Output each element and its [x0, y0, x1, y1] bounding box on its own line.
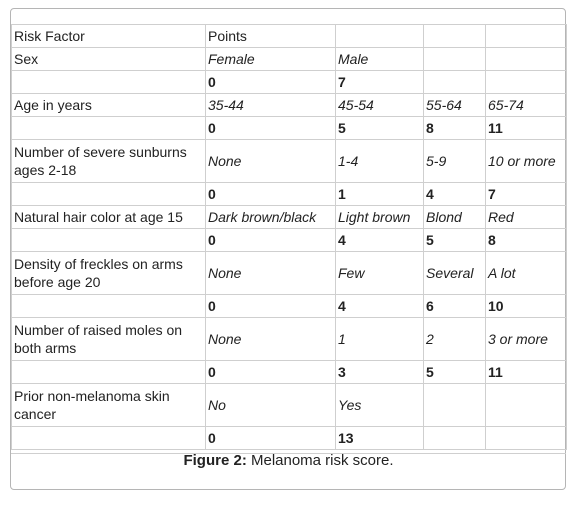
- option-cell: Female: [206, 48, 336, 71]
- points-cell: 3: [336, 361, 424, 384]
- points-cell: 10: [486, 295, 567, 318]
- factor-cell: [12, 427, 206, 450]
- points-cell: [424, 427, 486, 450]
- option-cell: [424, 48, 486, 71]
- figure-caption: [11, 452, 566, 469]
- header-cell: [486, 25, 567, 48]
- option-cell: Red: [486, 206, 567, 229]
- option-cell: [486, 384, 567, 427]
- points-cell: [424, 71, 486, 94]
- risk-table-body: [12, 25, 567, 450]
- option-cell: 35-44: [206, 94, 336, 117]
- points-cell: 0: [206, 361, 336, 384]
- points-row: [12, 427, 567, 450]
- risk-factor-row: [12, 318, 567, 361]
- option-cell: None: [206, 140, 336, 183]
- risk-factor-row: [12, 48, 567, 71]
- header-cell: [336, 25, 424, 48]
- factor-cell: Prior non-melanoma skin cancer: [12, 384, 206, 427]
- factor-cell: Sex: [12, 48, 206, 71]
- points-cell: [486, 427, 567, 450]
- option-cell: 2: [424, 318, 486, 361]
- risk-score-table: [11, 24, 567, 450]
- points-cell: 0: [206, 71, 336, 94]
- points-cell: 11: [486, 361, 567, 384]
- factor-cell: [12, 117, 206, 140]
- points-row: [12, 361, 567, 384]
- table-header-row: [12, 25, 567, 48]
- points-cell: 0: [206, 427, 336, 450]
- option-cell: Yes: [336, 384, 424, 427]
- risk-factor-row: [12, 206, 567, 229]
- factor-cell: Natural hair color at age 15: [12, 206, 206, 229]
- header-cell: Risk Factor: [12, 25, 206, 48]
- option-cell: 45-54: [336, 94, 424, 117]
- factor-cell: Density of freckles on arms before age 20: [12, 252, 206, 295]
- points-row: [12, 229, 567, 252]
- option-cell: 3 or more: [486, 318, 567, 361]
- factor-cell: Number of severe sunburns ages 2-18: [12, 140, 206, 183]
- points-cell: 8: [424, 117, 486, 140]
- header-cell: Points: [206, 25, 336, 48]
- points-row: [12, 71, 567, 94]
- points-cell: 4: [336, 295, 424, 318]
- option-cell: [424, 384, 486, 427]
- risk-factor-row: [12, 140, 567, 183]
- option-cell: Blond: [424, 206, 486, 229]
- points-cell: [486, 71, 567, 94]
- caption-label: Figure 2:: [183, 452, 247, 469]
- option-cell: Few: [336, 252, 424, 295]
- option-cell: None: [206, 252, 336, 295]
- points-cell: 13: [336, 427, 424, 450]
- factor-cell: [12, 295, 206, 318]
- option-cell: 55-64: [424, 94, 486, 117]
- points-cell: 11: [486, 117, 567, 140]
- points-row: [12, 295, 567, 318]
- option-cell: Several: [424, 252, 486, 295]
- factor-cell: [12, 71, 206, 94]
- option-cell: Light brown: [336, 206, 424, 229]
- points-cell: 4: [424, 183, 486, 206]
- points-row: [12, 183, 567, 206]
- factor-cell: [12, 361, 206, 384]
- points-cell: 4: [336, 229, 424, 252]
- factor-cell: [12, 229, 206, 252]
- points-cell: 7: [336, 71, 424, 94]
- option-cell: 10 or more: [486, 140, 567, 183]
- option-cell: 5-9: [424, 140, 486, 183]
- points-cell: 5: [424, 229, 486, 252]
- points-row: [12, 117, 567, 140]
- points-cell: 8: [486, 229, 567, 252]
- option-cell: No: [206, 384, 336, 427]
- option-cell: 1: [336, 318, 424, 361]
- points-cell: 0: [206, 229, 336, 252]
- risk-factor-row: [12, 94, 567, 117]
- caption-text: Melanoma risk score.: [246, 452, 394, 469]
- points-cell: 5: [336, 117, 424, 140]
- option-cell: None: [206, 318, 336, 361]
- factor-cell: Number of raised moles on both arms: [12, 318, 206, 361]
- points-cell: 1: [336, 183, 424, 206]
- points-cell: 6: [424, 295, 486, 318]
- factor-cell: Age in years: [12, 94, 206, 117]
- option-cell: Male: [336, 48, 424, 71]
- option-cell: 65-74: [486, 94, 567, 117]
- points-cell: 0: [206, 117, 336, 140]
- option-cell: [486, 48, 567, 71]
- points-cell: 0: [206, 183, 336, 206]
- factor-cell: [12, 183, 206, 206]
- risk-factor-row: [12, 252, 567, 295]
- points-cell: 7: [486, 183, 567, 206]
- points-cell: 0: [206, 295, 336, 318]
- points-cell: 5: [424, 361, 486, 384]
- option-cell: Dark brown/black: [206, 206, 336, 229]
- option-cell: A lot: [486, 252, 567, 295]
- header-cell: [424, 25, 486, 48]
- option-cell: 1-4: [336, 140, 424, 183]
- risk-factor-row: [12, 384, 567, 427]
